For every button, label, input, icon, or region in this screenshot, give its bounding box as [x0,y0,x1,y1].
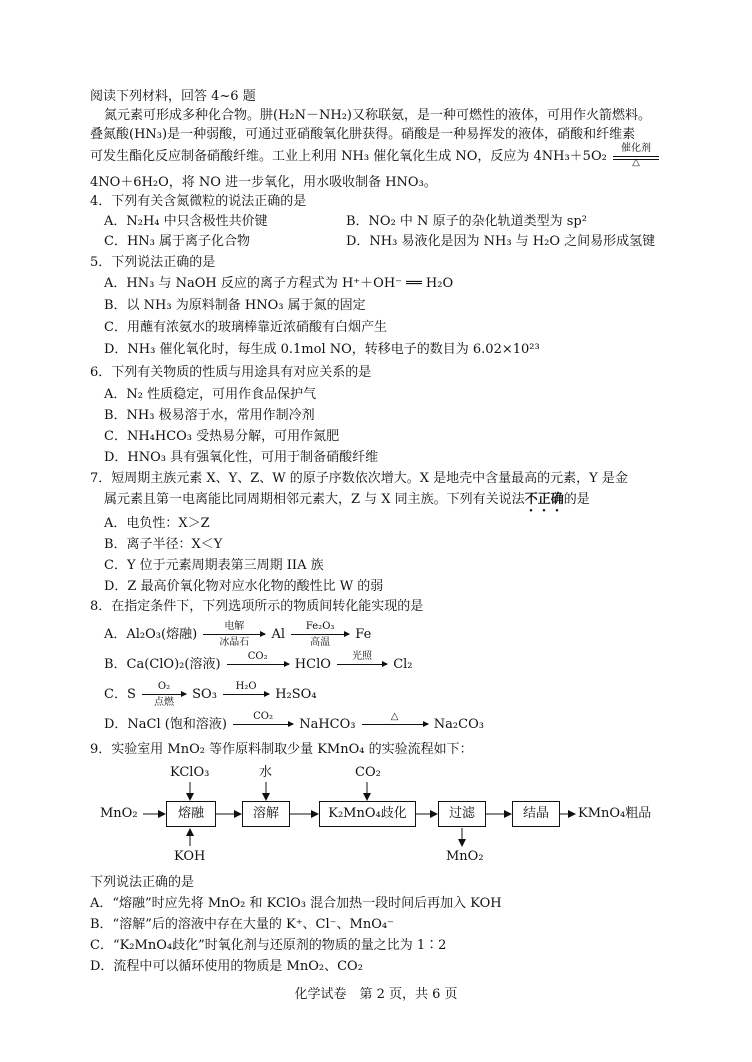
q6-stem: 6．下列有关物质的性质与用途具有对应关系的是 [90,365,372,380]
q8-c-arrow-1-top: O₂ [157,681,171,692]
q7-stem-text: 属元素且第一电离能比同周期相邻元素大，Z 与 X 同主族。下列有关说法 [104,492,525,507]
q9-stem: 9．实验室用 MnO₂ 等作原料制取少量 KMnO₄ 的实验流程如下： [90,742,473,757]
flow-box-melt: 熔融 [166,801,216,827]
q8-a-arrow-2-top: Fe₂O₃ [305,621,335,632]
q8-b-middle: HClO [294,657,331,672]
q4-option-b: B．NO₂ 中 N 原子的杂化轨道类型为 sp² [346,214,587,229]
q8-a-arrow-1-bottom: 冰晶石 [219,637,250,648]
flow-box-dissolve: 溶解 [242,801,290,827]
q8-a-middle: Al [271,627,285,642]
q5-stem: 5．下列说法正确的是 [90,255,216,270]
q6-option-c: C．NH₄HCO₃ 受热易分解，可用作氮肥 [104,429,340,444]
catalyst-arrow [613,143,659,168]
q8-b-product: Cl₂ [393,657,413,672]
q8-option-b [104,651,413,674]
q9-option-b: B．“溶解”后的溶液中存在大量的 K⁺、Cl⁻、MnO₄⁻ [90,917,394,932]
flow-input-kclo3: KClO₃ [170,765,210,780]
q8-option-c [104,681,317,708]
heat-label: △ [632,157,640,168]
q8-b-arrow-1-top: CO₂ [247,651,268,662]
q5-option-d: D．NH₃ 催化氧化时，每生成 0.1mol NO，转移电子的数目为 6.02×10²³ [104,342,540,357]
q4-option-c: C．HN₃ 属于离子化合物 [104,234,251,249]
flow-input-water: 水 [259,765,273,780]
q7-stem-end: 的是 [563,492,590,507]
q8-c-arrow-2 [223,681,269,695]
intro-heading: 阅读下列材料，回答 4~6 题 [90,89,256,104]
flow-box-disproportionation: K₂MnO₄歧化 [319,801,416,827]
q8-option-d [104,711,484,734]
q9-substem: 下列说法正确的是 [90,875,195,890]
q8-stem: 8．在指定条件下，下列选项所示的物质间转化能实现的是 [90,599,424,614]
q5-option-a: A．HN₃ 与 NaOH 反应的离子方程式为 H⁺＋OH⁻ ══ H₂O [104,276,454,291]
q8-a-arrow-2-bottom: 高温 [310,637,331,648]
q9-option-a: A．“熔融”时应先将 MnO₂ 和 KClO₃ 混合加热一段时间后再加入 KOH [90,896,502,911]
q8-option-a [104,621,372,648]
q8-c-reactant: C．S [104,687,136,702]
q8-a-arrow-1-top: 电解 [224,621,245,632]
q8-b-arrow-1 [227,651,289,665]
q8-d-product: Na₂CO₃ [433,717,484,732]
catalyst-label: 催化剂 [620,143,651,154]
q8-b-arrow-2 [337,651,387,665]
flow-input-koh: KOH [174,849,206,864]
q4-stem: 4．下列有关含氮微粒的说法正确的是 [90,194,307,209]
q5-option-b: B．以 NH₃ 为原料制备 HNO₃ 属于氮的固定 [104,298,366,313]
q8-d-arrow-1-top: CO₂ [253,711,273,722]
q7-option-b: B．离子半径：X＜Y [104,537,223,552]
q8-c-arrow-1 [142,681,186,708]
q8-d-middle: NaHCO₃ [299,717,356,732]
q8-a-arrow-1 [203,621,265,648]
q8-b-reactant: B．Ca(ClO)₂(溶液) [104,657,221,672]
intro-line-4: 4NO＋6H₂O，将 NO 进一步氧化，用水吸收制备 HNO₃。 [90,175,437,190]
q8-c-arrow-1-bottom: 点燃 [154,697,174,708]
flow-box-crystallize: 结晶 [512,801,560,827]
q7-option-d: D．Z 最高价氧化物对应水化物的酸性比 W 的弱 [104,579,384,594]
q7-option-c: C．Y 位于元素周期表第三周期 IIA 族 [104,558,324,573]
q7-option-a: A．电负性：X＞Z [104,516,210,531]
flow-input-co2: CO₂ [355,765,381,780]
intro-line-2: 叠氮酸(HN₃)是一种弱酸，可通过亚硝酸氧化肼获得。硝酸是一种易挥发的液体，硝酸和纤维素 [90,127,636,142]
page-footer: 化学试卷 第 2 页，共 6 页 [294,987,458,1002]
q6-option-a: A．N₂ 性质稳定，可用作食品保护气 [104,387,317,402]
q8-b-arrow-2-top: 光照 [352,651,373,662]
intro-line-1: 氮元素可形成多种化合物。肼(H₂N－NH₂)又称联氨，是一种可燃性的液体，可用作火箭燃料。 [104,108,651,123]
q8-d-arrow-2-top: △ [390,711,399,722]
intro-line-3 [90,143,661,168]
q7-stem-line-2 [104,491,590,515]
q8-a-arrow-2 [291,621,349,648]
q8-d-arrow-1 [233,711,293,725]
flow-start: MnO₂ [100,806,138,821]
q7-emphasis: 不正确 [524,492,564,507]
q4-option-d: D．NH₃ 易液化是因为 NH₃ 与 H₂O 之间易形成氢键 [346,234,656,249]
q8-d-arrow-2 [362,711,428,725]
q8-a-reactant: A．Al₂O₃(熔融) [104,627,198,642]
q8-c-arrow-2-top: H₂O [235,681,257,692]
q6-option-d: D．HNO₃ 具有强氧化性，可用于制备硝酸纤维 [104,450,379,465]
q7-stem-line-1: 7．短周期主族元素 X、Y、Z、W 的原子序数依次增大。X 是地壳中含量最高的元素，Y 是金 [90,471,628,486]
q9-option-c: C．“K₂MnO₄歧化”时氧化剂与还原剂的物质的量之比为 1∶2 [90,938,447,953]
flow-end: KMnO₄粗品 [578,806,652,821]
flow-output-mno2: MnO₂ [446,849,484,864]
q5-option-c: C．用蘸有浓氨水的玻璃棒靠近浓硝酸有白烟产生 [104,320,387,335]
intro-line-3-text: 可发生酯化反应制备硝酸纤维。工业上利用 NH₃ 催化氧化生成 NO，反应为 4NH₃＋5O₂ [90,149,607,164]
flow-box-filter: 过滤 [438,801,486,827]
q4-option-a: A．N₂H₄ 中只含极性共价键 [104,214,268,229]
q6-option-b: B．NH₃ 极易溶于水，常用作制冷剂 [104,408,315,423]
q8-d-reactant: D．NaCl (饱和溶液) [104,717,227,732]
q9-option-d: D．流程中可以循环使用的物质是 MnO₂、CO₂ [90,959,363,974]
q8-a-product: Fe [355,627,372,642]
q8-c-product: H₂SO₄ [275,687,317,702]
q8-c-middle: SO₃ [192,687,217,702]
